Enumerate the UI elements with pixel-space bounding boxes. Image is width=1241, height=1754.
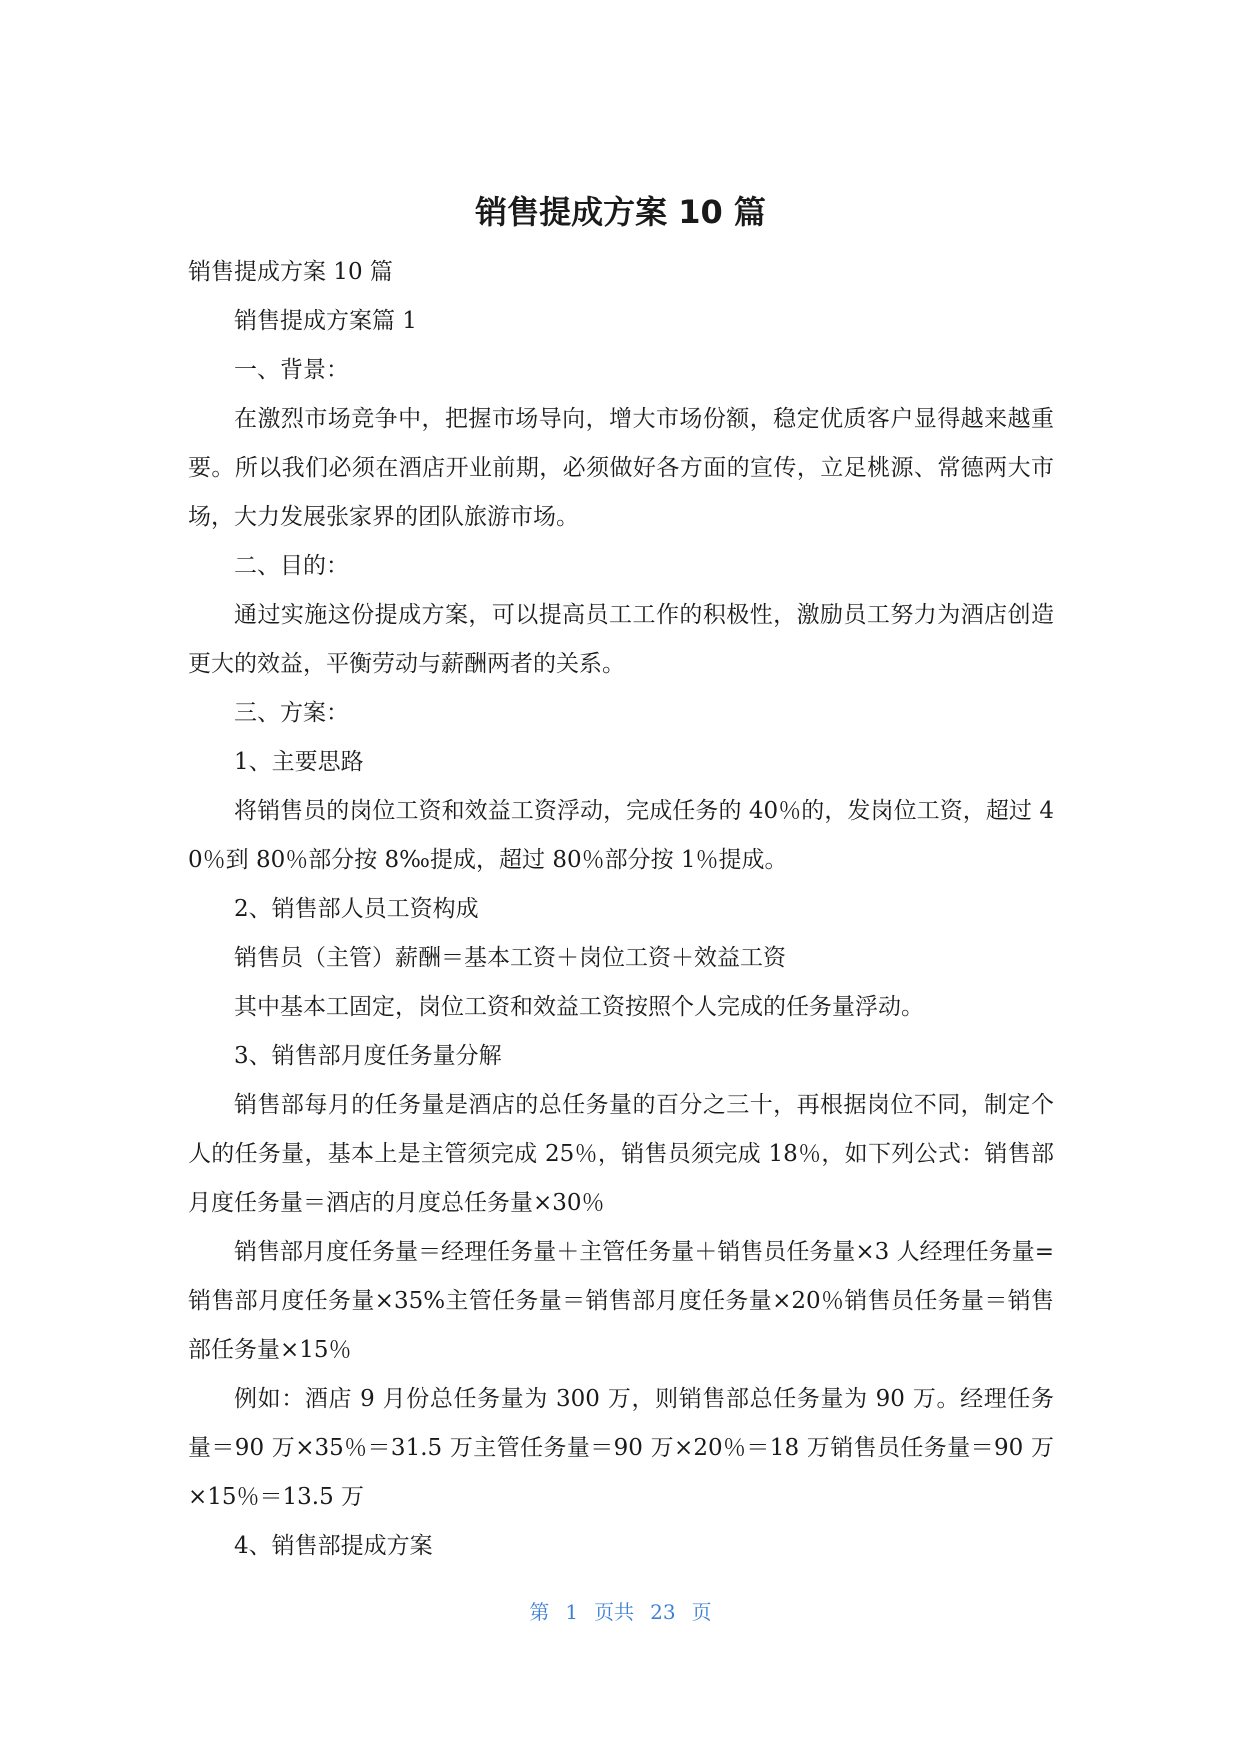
section-heading: 一、背景：	[234, 357, 349, 383]
section-heading: 二、目的：	[234, 553, 349, 579]
footer-current-page: 1	[565, 1600, 579, 1624]
footer-of-label: 页共	[594, 1600, 635, 1624]
paragraph: 销售员（主管）薪酬＝基本工资＋岗位工资＋效益工资	[234, 945, 786, 971]
paragraph: 将销售员的岗位工资和效益工资浮动，完成任务的 40％的，发岗位工资，超过 40％到 80％部分按 8‰提成，超过 80％部分按 1％提成。	[188, 798, 1054, 873]
section-heading: 三、方案：	[234, 700, 349, 726]
paragraph: 通过实施这份提成方案，可以提高员工工作的积极性，激励员工努力为酒店创造更大的效益，平衡劳动与薪酬两者的关系。	[188, 602, 1054, 677]
footer-end-label: 页	[691, 1600, 712, 1624]
document-body	[188, 248, 1054, 1571]
subsection-heading: 1、主要思路	[234, 749, 364, 775]
footer-total-pages: 23	[650, 1600, 676, 1624]
paragraph: 其中基本工固定，岗位工资和效益工资按照个人完成的任务量浮动。	[234, 994, 924, 1020]
paragraph: 销售部每月的任务量是酒店的总任务量的百分之三十，再根据岗位不同，制定个人的任务量，基本上是主管须完成 25％，销售员须完成 18％，如下列公式：销售部月度任务量＝酒店的月度总任务量×30％	[188, 1092, 1054, 1216]
document-title: 销售提成方案 10 篇	[475, 193, 766, 231]
paragraph: 销售部月度任务量＝经理任务量＋主管任务量＋销售员任务量×3 人经理任务量=销售部月度任务量×35%主管任务量＝销售部月度任务量×20％销售员任务量＝销售部任务量×15％	[188, 1239, 1054, 1363]
page-footer	[0, 1596, 1241, 1625]
paragraph: 销售提成方案 10 篇	[188, 259, 393, 285]
footer-page-label: 第	[529, 1600, 550, 1624]
paragraph: 例如：酒店 9 月份总任务量为 300 万，则销售部总任务量为 90 万。经理任务量＝90 万×35％＝31.5 万主管任务量＝90 万×20％＝18 万销售员任务量＝90 万×15％＝13.5 万	[188, 1386, 1054, 1510]
paragraph: 销售提成方案篇 1	[234, 308, 417, 334]
subsection-heading: 3、销售部月度任务量分解	[234, 1043, 502, 1069]
subsection-heading: 4、销售部提成方案	[234, 1533, 433, 1559]
subsection-heading: 2、销售部人员工资构成	[234, 896, 479, 922]
paragraph: 在激烈市场竞争中，把握市场导向，增大市场份额，稳定优质客户显得越来越重要。所以我们必须在酒店开业前期，必须做好各方面的宣传，立足桃源、常德两大市场，大力发展张家界的团队旅游市场。	[188, 406, 1054, 530]
